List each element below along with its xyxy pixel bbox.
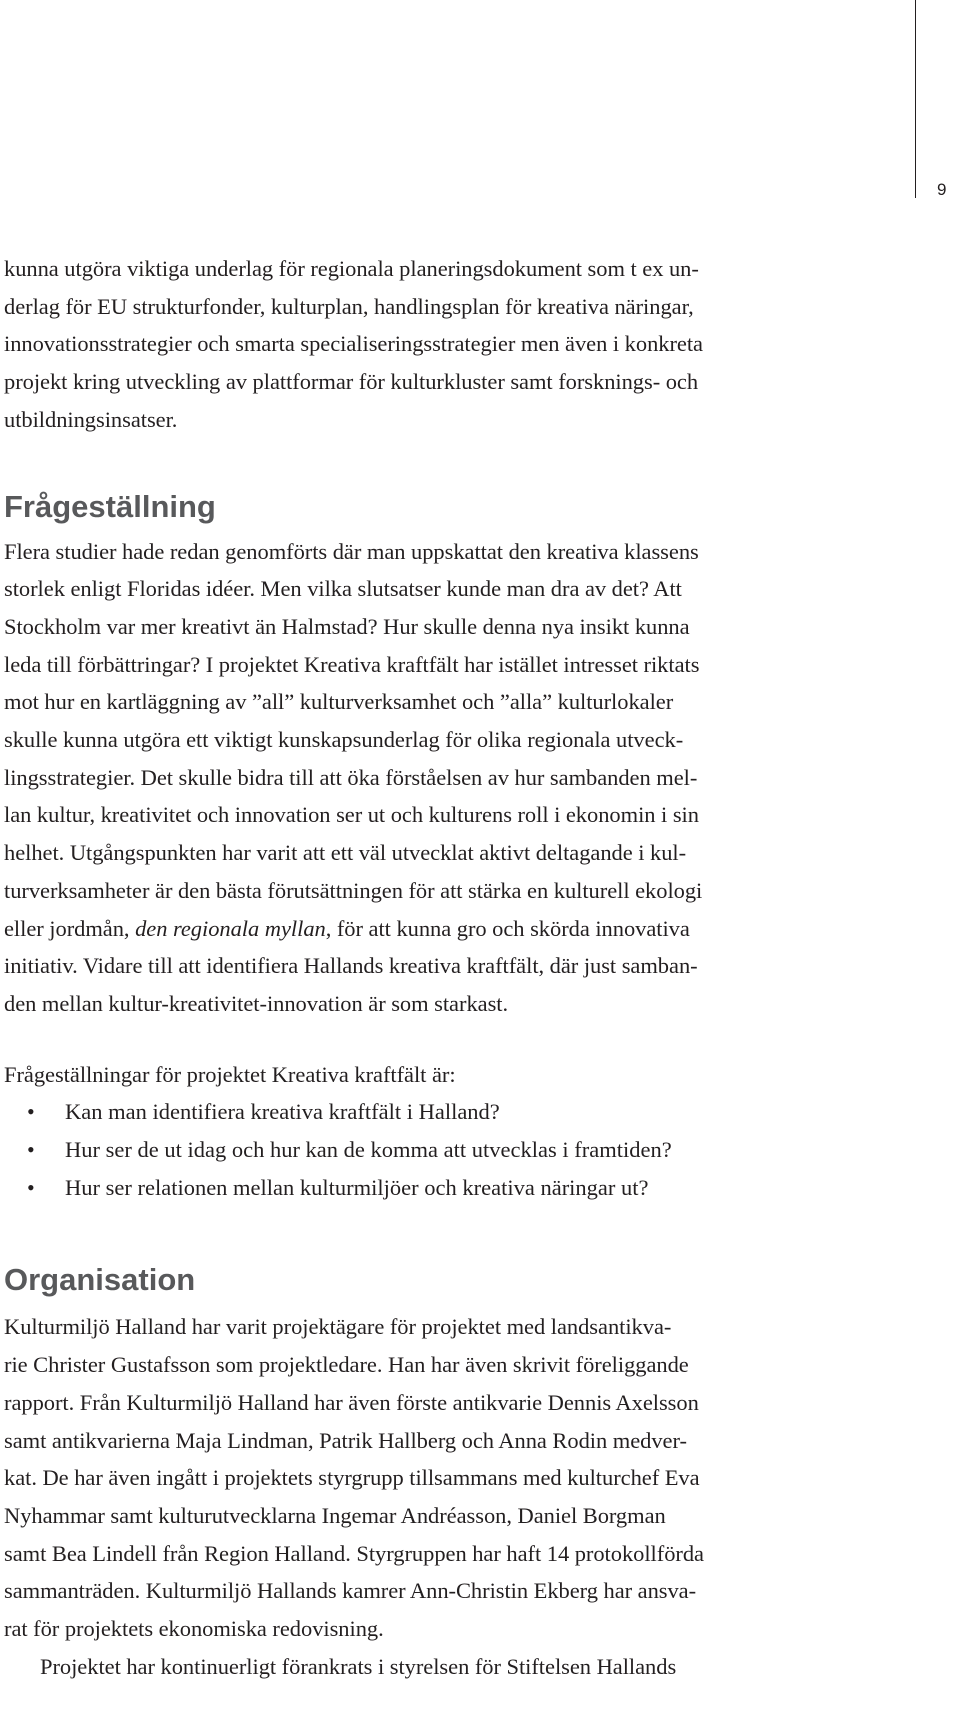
text-line: Nyhammar samt kulturutvecklarna Ingemar Andréasson, Daniel Borgman [4,1502,666,1528]
body-text [4,250,804,1686]
text-line: skulle kunna utgöra ett viktigt kunskapsunderlag för olika regionala utveck- [4,727,684,753]
text-line-indented: Projektet har kontinuerligt förankrats i styrelsen för Stiftelsen Hallands [40,1653,677,1679]
bullet-icon: • [27,1137,35,1163]
heading-fragestallning: Frågeställning [4,488,216,524]
text-line: derlag för EU strukturfonder, kulturplan, handlingsplan för kreativa näringar, [4,293,694,319]
text-run: eller jordmån, [4,915,136,941]
text-line: initiativ. Vidare till att identifiera Hallands kreativa kraftfält, där just samban- [4,953,698,979]
text-run: , för att kunna gro och skörda innovativa [325,915,690,941]
text-line: kat. De har även ingått i projektets styrgrupp tillsammans med kulturchef Eva [4,1465,700,1491]
text-line: Stockholm var mer kreativt än Halmstad? Hur skulle denna nya insikt kunna [4,613,690,639]
page-number: 9 [937,180,947,199]
text-line: innovationsstrategier och smarta specialiseringsstrategier men även i konkreta [4,331,703,357]
text-line: turverksamheter är den bästa förutsättningen för att stärka en kulturell ekologi [4,877,703,903]
question-text: Hur ser relationen mellan kulturmiljöer och kreativa näringar ut? [65,1174,649,1200]
list-item [4,1093,804,1131]
text-line: sammanträden. Kulturmiljö Hallands kamrer Ann-Christin Ekberg har ansva- [4,1578,697,1604]
text-line: rat för projektets ekonomiska redovisning. [4,1616,384,1642]
bullet-icon: • [27,1174,35,1200]
questions-intro [4,1056,804,1094]
text-line: rapport. Från Kulturmiljö Halland har även förste antikvarie Dennis Axelsson [4,1389,699,1415]
intro-paragraph [4,250,804,439]
text-line: mot hur en kartläggning av ”all” kulturverksamhet och ”alla” kulturlokaler [4,689,674,715]
text-line: samt antikvarierna Maja Lindman, Patrik Hallberg och Anna Rodin medver- [4,1427,687,1453]
list-item [4,1131,804,1169]
text-line: lingsstrategier. Det skulle bidra till att öka förståelsen av hur sambanden mel- [4,764,698,790]
text-line-with-italic [4,910,804,948]
text-line: samt Bea Lindell från Region Halland. Styrgruppen har haft 14 protokollförda [4,1540,704,1566]
text-line: projekt kring utveckling av plattformar för kulturkluster samt forsknings- och [4,369,699,395]
text-line: den mellan kultur-kreativitet-innovation är som starkast. [4,990,509,1016]
text-line: Kulturmiljö Halland har varit projektägare för projektet med landsantikva- [4,1314,672,1340]
text-line: leda till förbättringar? I projektet Kreativa kraftfält har istället intresset riktats [4,651,700,677]
italic-phrase: den regionala myllan [135,915,326,941]
text-line: storlek enligt Floridas idéer. Men vilka slutsatser kunde man dra av det? Att [4,576,682,602]
question-text: Kan man identifiera kreativa kraftfält i Halland? [65,1099,500,1125]
text-line: Flera studier hade redan genomförts där man uppskattat den kreativa klassens [4,538,699,564]
bullet-icon: • [27,1099,35,1125]
text-line: rie Christer Gustafsson som projektledare. Han har även skrivit föreliggande [4,1352,689,1378]
fragestallning-paragraph [4,533,804,1023]
text-line: utbildningsinsatser. [4,406,178,432]
organisation-paragraph [4,1308,804,1685]
text-line: helhet. Utgångspunkten har varit att ett väl utvecklat aktivt deltagande i kul- [4,840,687,866]
questions-list [4,1093,804,1206]
question-text: Hur ser de ut idag och hur kan de komma att utvecklas i framtiden? [65,1137,672,1163]
list-item [4,1169,804,1207]
text-line: Frågeställningar för projektet Kreativa kraftfält är: [4,1061,456,1087]
margin-rule [915,0,916,198]
text-line: lan kultur, kreativitet och innovation ser ut och kulturens roll i ekonomin i sin [4,802,699,828]
heading-organisation: Organisation [4,1262,196,1298]
text-line: kunna utgöra viktiga underlag för regionala planeringsdokument som t ex un- [4,256,699,281]
